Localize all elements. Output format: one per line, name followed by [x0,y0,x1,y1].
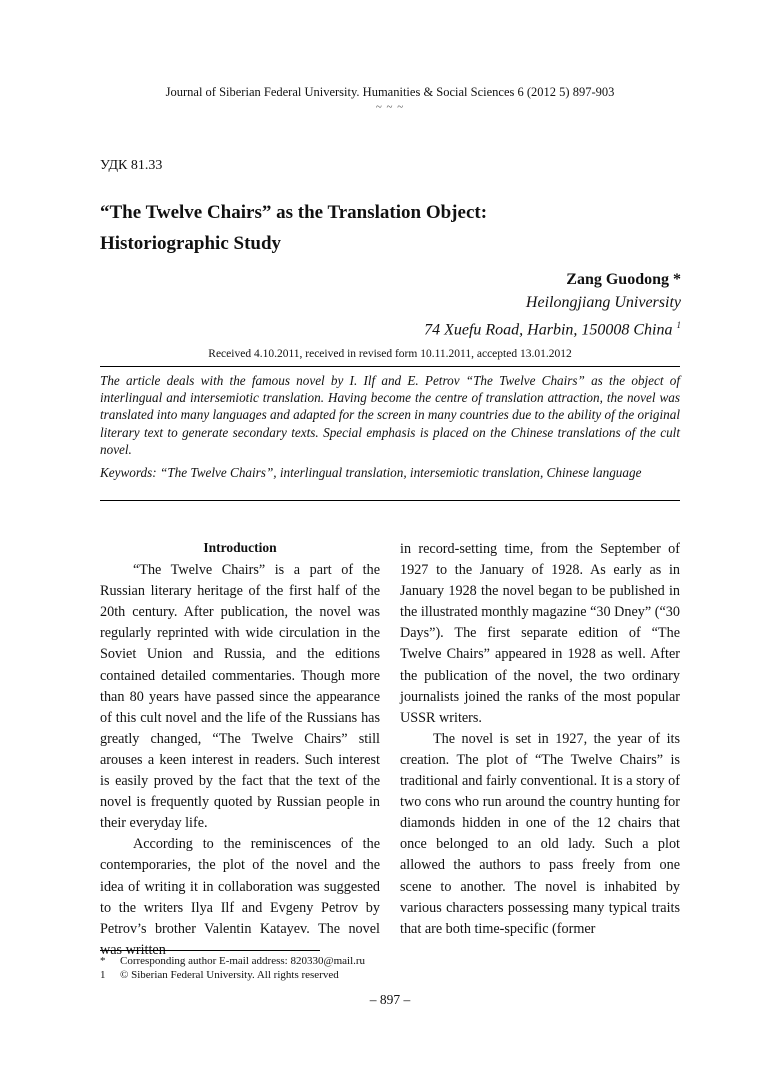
abstract: The article deals with the famous novel by I. Ilf and E. Petrov “The Twelve Chairs” as the object of interlingual and intersemiotic translation. Having become the centre of translation attraction, the novel was translated into many languages and adapted for the screen in many countries due to the ability of the original literary text to generate secondary texts. Special emphasis is placed on the Chinese translations of the cult novel. [100,373,680,457]
footnote-text: Corresponding author E-mail address: 820330@mail.ru [120,955,366,967]
left-column [100,537,380,961]
header-ornament: ~ ~ ~ [375,101,405,113]
footnote [100,954,365,968]
page-number: – 897 – [369,992,411,1007]
paragraph: The novel is set in 1927, the year of its creation. The plot of “The Twelve Chairs” is traditional and fairly conventional. It is a story of two cons who run around the country hunting for diamonds hidden in one of the 12 chairs that once belonged to an old lady. Such a plot allowed the authors to pass freely from one scene to another. The novel is inhabited by various characters possessing many typical traits that are both time-specific (former [400,730,680,937]
title-line-1: “The Twelve Chairs” as the Translation Object: [100,202,488,223]
author-name: Zang Guodong * [566,271,681,288]
keywords: Keywords: “The Twelve Chairs”, interlingual translation, intersemiotic translation, Chinese language [100,465,642,480]
abstract-top-rule [100,366,680,367]
title-line-2: Historiographic Study [100,233,282,254]
author-address: 74 Xuefu Road, Harbin, 150008 China [424,321,673,339]
address-footnote-mark: 1 [676,320,681,330]
footnote-text: © Siberian Federal University. All rights reserved [120,969,339,981]
footnote-mark: * [100,955,106,967]
footnote-mark: 1 [100,969,106,981]
author-block [424,268,681,341]
paragraph: According to the reminiscences of the contemporaries, the plot of the novel and the idea of writing it in collaboration was suggested to the writers Ilya Ilf and Evgeny Petrov by Petrov’s brother Valentin Katayev. The novel was written [100,836,380,958]
journal-header: Journal of Siberian Federal University. Humanities & Social Sciences 6 (2012 5) 897-903 [165,85,615,99]
footnote-rule [100,950,320,951]
received-dates: Received 4.10.2011, received in revised form 10.11.2011, accepted 13.01.2012 [208,348,572,360]
abstract-bottom-rule [100,500,680,501]
right-column [400,539,680,940]
paragraph: in record-setting time, from the September of 1927 to the January of 1928. As early as in January 1928 the novel began to be published in the illustrated monthly magazine “30 Dney” (“30 Days”). The first separate edition of “The Twelve Chairs” appeared in 1928 as well. After the publication of the novel, the two ordinary journalists joined the ranks of the most popular USSR writers. [400,541,680,726]
article-title [100,197,660,259]
author-address-line [424,314,681,341]
udk-code: УДК 81.33 [100,158,163,173]
paragraph: “The Twelve Chairs” is a part of the Russian literary heritage of the first half of the 20th century. After publication, the novel was regularly reprinted with wide circulation in the Soviet Union and Russia, and the editions contained detailed commentaries. Though more than 80 years have passed since the appearance of this cult novel and the life of the Russians has greatly changed, “The Twelve Chairs” still arouses a keen interest in readers. Such interest is easily proved by the fact that the text of the novel is frequently quoted by Russian people in their everyday life. [100,562,380,832]
footnote [100,968,339,982]
author-affiliation: Heilongjiang University [525,294,681,311]
section-heading-introduction: Introduction [203,540,277,555]
